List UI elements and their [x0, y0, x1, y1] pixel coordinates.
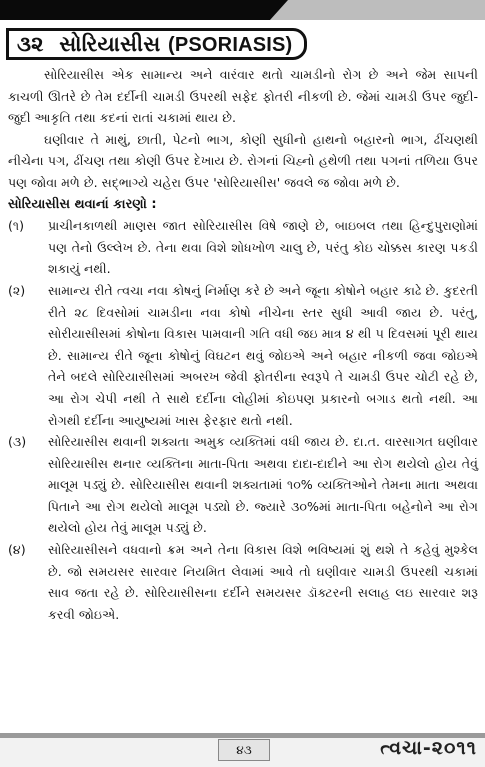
- causes-heading: સોરિયાસીસ થવાનાં કારણો :: [8, 196, 157, 212]
- top-bar: [0, 0, 485, 20]
- chapter-title-english: (PSORIASIS): [167, 34, 293, 56]
- cause-text: સામાન્ય રીતે ત્વચા નવા કોષનું નિર્માણ કરે છે અને જૂના કોષોને બહાર કાઢે છે. કુદરતી રીતે ૨૮ દિવસોમાં ચામડીના નવા કોષો નીચેના સ્તર સુધી આવી જાય છે. પરંતુ, સોરીયાસીસમાં કોષોના વિકાસ પામવાની ગતિ વધી જઇ માત્ર ૪ થી ૫ દિવસમાં પૂરી થાય છે. સામાન્ય રીતે જૂના કોષોનું વિઘટન થવું જોઇએ અને બહાર નીકળી જવા જોઇએ તેને બદલે સોરિયાસીસમાં અબરખ જેવી ફોતરીના સ્વરૂપે તે ચામડી ઉપર ચોટી રહે છે, આ રોગ ચેપી નથી તે સાથે દર્દીના લોહીમાં કોઇપણ પ્રકારનો બગાડ થતો નથી. આ રોગથી દર્દીના આયુષ્યમાં ખાસ ફેરફાર થતો નથી.: [48, 282, 478, 428]
- top-bar-accent: [270, 0, 485, 20]
- chapter-title-box: [6, 28, 307, 60]
- cause-text: સોરિયાસીસ થવાની શક્યતા અમુક વ્યક્તિમાં વધી જાય છે. દા.ત. વારસાગત ઘણીવાર સોરિયાસીસ થનાર વ્યક્તિના માતા-પિતા અથવા દાદા-દાદીને આ રોગ થયેલો હોય તેવું માલૂમ પડ્યું છે. સોરિયાસીસ થવાની શક્યતામાં ૧૦% વ્યક્તિઓને તેમના માતા અથવા પિતાને આ રોગ થયેલો માલૂમ પડ્યો છે. જ્યારે ૩૦%માં માતા-પિતા બહેનોને આ રોગ થયેલો હોય તેવું માલૂમ પડ્યું છે.: [48, 434, 478, 536]
- cause-number: (૨): [8, 282, 26, 298]
- cause-number: (૩): [8, 434, 27, 450]
- cause-text: પ્રાચીનકાળથી માણસ જાત સોરિયાસીસ વિષે જાણે છે, બાઇબલ તથા હિન્દુપુરાણોમાં પણ તેનો ઉલ્લેખ છે. તેના થવા વિશે શોધખોળ ચાલુ છે, પરંતુ કોઇ ચોક્કસ કારણ પકડી શકાયું નથી.: [48, 218, 478, 277]
- cause-item-2: [8, 280, 478, 431]
- page-number: ૪૩: [218, 739, 270, 761]
- book-title: ત્વચા-૨૦૧૧: [380, 737, 477, 759]
- cause-number: (૪): [8, 542, 26, 558]
- intro-paragraph-2: ઘણીવાર તે માથું, છાતી, પેટનો ભાગ, કોણી સુધીનો હાથનો બહારનો ભાગ, ઢીંચણથી નીચેના પગ, ઢીંચણ તથા કોણી ઉપર દેખાય છે. રોગનાં ચિહ્નો હથેળી તથા પગનાં તળિયા ઉપર પણ જોવા મળે છે. સદ્ભાગ્યે ચહેરા ઉપર 'સોરિયાસીસ' જવલે જ જોવા મળે છે.: [8, 131, 478, 190]
- cause-item-1: [8, 215, 478, 280]
- chapter-header: [6, 28, 307, 60]
- cause-number: (૧): [8, 218, 24, 234]
- intro-paragraph-1: સોરિયાસીસ એક સામાન્ય અને વારંવાર થતો ચામડીનો રોગ છે અને જેમ સાપની કાચળી ઊતરે છે તેમ દર્દીની ચામડી ઉપરથી સફેદ ફોતરી નીકળી છે. જેમાં ચામડી ઉપર જુદી-જુદી આકૃતિ તથા કદનાં રાતાં ચકામાં થાય છે.: [8, 67, 478, 126]
- chapter-title-gujarati: સોરિયાસીસ: [59, 32, 161, 56]
- chapter-number: ૩૨: [17, 32, 44, 56]
- cause-item-3: [8, 431, 478, 539]
- cause-item-4: [8, 539, 478, 625]
- cause-text: સોરિયાસીસને વધવાનો ક્રમ અને તેના વિકાસ વિશે ભવિષ્યમાં શું થશે તે કહેવું મુશ્કેલ છે. જો સમયસર સારવાર નિયમિત લેવામાં આવે તો ઘણીવાર ચામડી ઉપરથી ચકામાં સાવ જતા રહે છે. સોરિયાસીસના દર્દીને સમયસર ડૉક્ટરની સલાહ લઇ સારવાર શરૂ કરવી જોઇએ.: [48, 542, 478, 622]
- article-body: [8, 64, 478, 625]
